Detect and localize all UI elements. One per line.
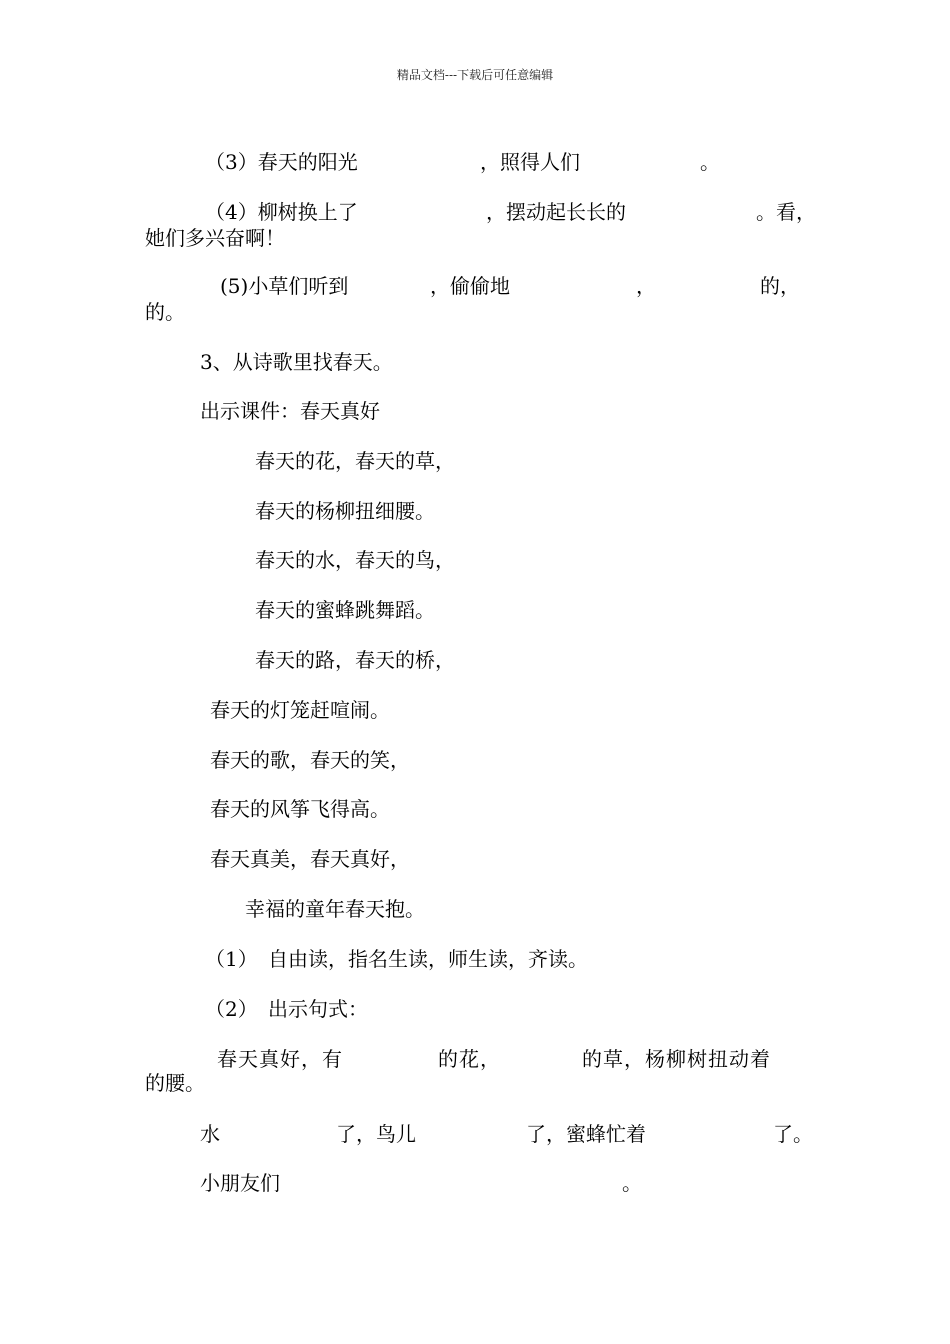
- courseware-title: 出示课件：春天真好: [200, 399, 380, 423]
- poem-line: 春天的灯笼赶喧闹。: [210, 698, 390, 722]
- poem-line: 春天的杨柳扭细腰。: [255, 499, 435, 523]
- pattern-bees: 了，蜜蜂忙着: [526, 1122, 646, 1146]
- pattern-water: 水: [200, 1122, 220, 1146]
- sentence-5-part-c: ，: [636, 274, 656, 298]
- sentence-4-part-a: （4）柳树换上了: [205, 200, 358, 224]
- sentence-4-part-c: 。看，: [756, 200, 816, 224]
- pattern-part-b: 的花，: [438, 1047, 501, 1071]
- sentence-3-part-c: 。: [700, 150, 720, 174]
- poem-line: 春天的路，春天的桥，: [255, 648, 455, 672]
- pattern-part-c: 的草，杨柳树扭动着: [582, 1047, 771, 1071]
- section-heading: 3、从诗歌里找春天。: [200, 350, 393, 374]
- sentence-3-part-b: ，照得人们: [480, 150, 580, 174]
- step-1-text: 自由读，指名生读，师生读，齐读。: [268, 947, 588, 971]
- pattern-line-2: 的腰。: [145, 1071, 205, 1095]
- pattern-birds: 了，鸟儿: [336, 1122, 416, 1146]
- poem-line: 春天的歌，春天的笑，: [210, 748, 410, 772]
- poem-line: 春天真美，春天真好，: [210, 847, 410, 871]
- poem-line: 幸福的童年春天抱。: [245, 897, 425, 921]
- pattern-children-end: 。: [622, 1171, 642, 1195]
- sentence-3-part-a: （3）春天的阳光: [205, 150, 358, 174]
- sentence-4-part-b: ，摆动起长长的: [486, 200, 626, 224]
- sentence-5-continuation: 的。: [145, 300, 185, 324]
- sentence-5-part-a: (5)小草们听到: [220, 274, 349, 298]
- step-2-text: 出示句式：: [268, 997, 368, 1021]
- page-header: 精品文档---下载后可任意编辑: [396, 68, 554, 82]
- poem-line: 春天的水，春天的鸟，: [255, 548, 455, 572]
- poem-line: 春天的风筝飞得高。: [210, 797, 390, 821]
- sentence-5-part-d: 的，: [760, 274, 800, 298]
- pattern-part-a: 春天真好，有: [217, 1047, 343, 1071]
- poem-line: 春天的蜜蜂跳舞蹈。: [255, 598, 435, 622]
- poem-line: 春天的花，春天的草，: [255, 449, 455, 473]
- sentence-5-part-b: ，偷偷地: [430, 274, 510, 298]
- pattern-end: 了。: [773, 1122, 813, 1146]
- step-1-number: （1）: [205, 947, 258, 971]
- sentence-4-continuation: 她们多兴奋啊！: [145, 226, 285, 250]
- pattern-children: 小朋友们: [200, 1171, 280, 1195]
- step-2-number: （2）: [205, 997, 258, 1021]
